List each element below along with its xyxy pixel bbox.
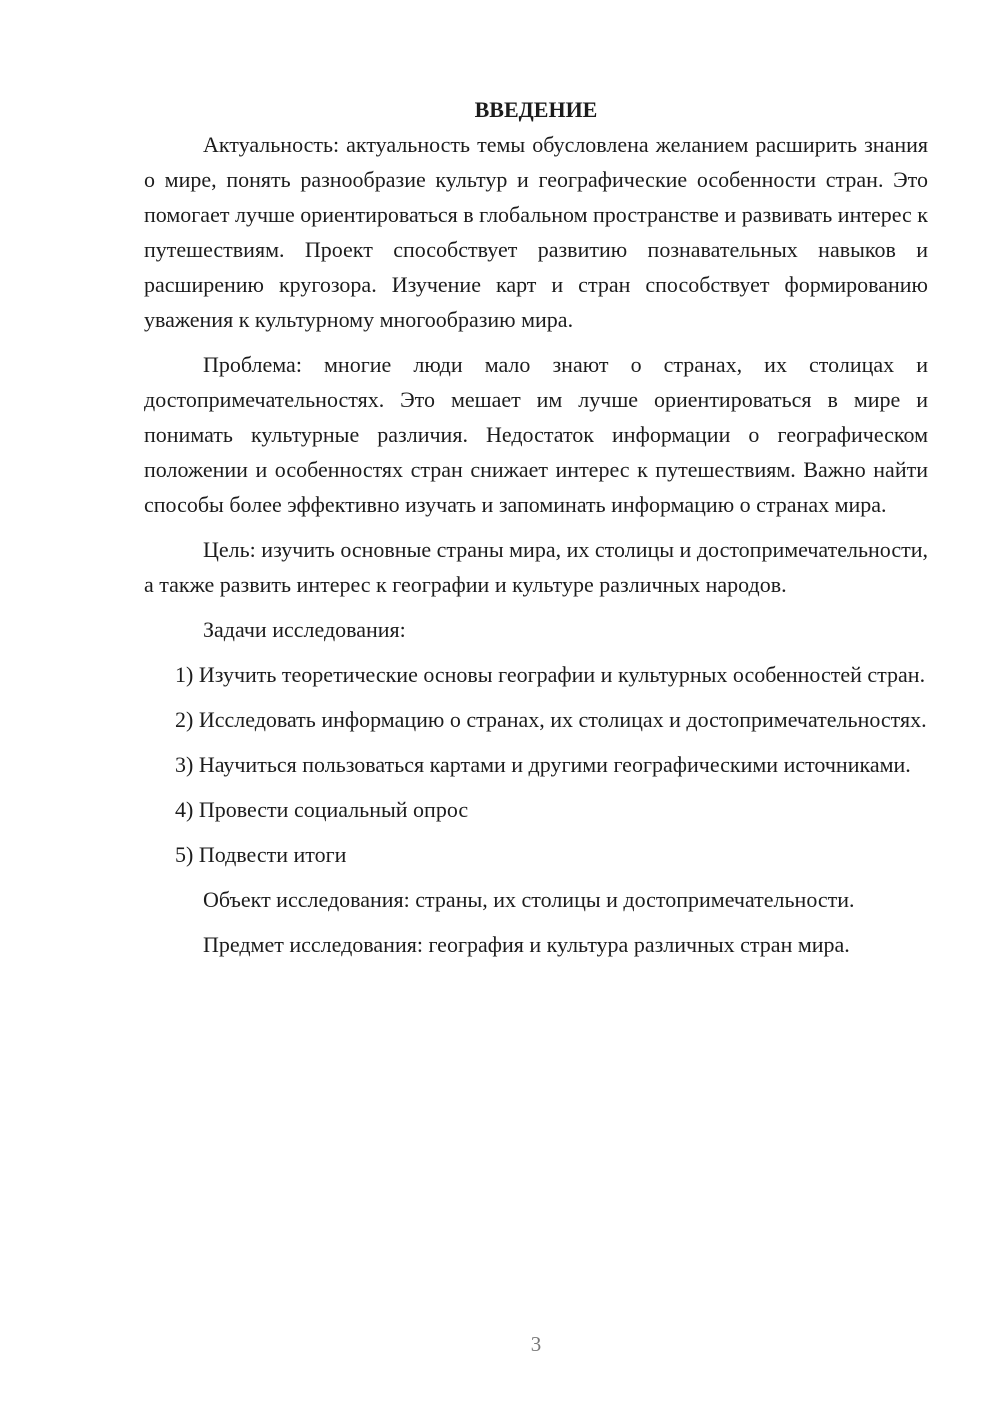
- task-item-2: 2) Исследовать информацию о странах, их столицах и достопримечательностях.: [175, 707, 927, 732]
- task-item-4: 4) Провести социальный опрос: [175, 797, 469, 822]
- document-page: [144, 92, 928, 972]
- paragraph-goal: Цель: изучить основные страны мира, их столицы и достопримечательности, а также развить интерес к географии и культуре различных народов.: [144, 537, 928, 597]
- section-title: ВВЕДЕНИЕ: [474, 97, 598, 122]
- paragraph-object: Объект исследования: страны, их столицы и достопримечательности.: [203, 887, 855, 912]
- page-number: 3: [530, 1332, 542, 1356]
- tasks-heading: Задачи исследования:: [203, 617, 406, 642]
- paragraph-relevance: Актуальность: актуальность темы обусловлена желанием расширить знания о мире, понять разнообразие культур и географические особенности стран. Это помогает лучше ориентироваться в глобальном пространстве и развивать интерес к путешествиям. Проект способствует развитию познавательных навыков и расширению кругозора. Изучение карт и стран способствует формированию уважения к культурному многообразию мира.: [144, 132, 928, 332]
- task-item-5: 5) Подвести итоги: [175, 842, 347, 867]
- task-item-1: 1) Изучить теоретические основы географии и культурных особенностей стран.: [175, 662, 926, 687]
- paragraph-subject: Предмет исследования: география и культура различных стран мира.: [203, 932, 850, 957]
- paragraph-problem: Проблема: многие люди мало знают о странах, их столицах и достопримечательностях. Это мешает им лучше ориентироваться в мире и понимать культурные различия. Недостаток информации о географическом положении и особенностях стран снижает интерес к путешествиям. Важно найти способы более эффективно изучать и запоминать информацию о странах мира.: [144, 352, 928, 517]
- task-item-3: 3) Научиться пользоваться картами и другими географическими источниками.: [175, 752, 911, 777]
